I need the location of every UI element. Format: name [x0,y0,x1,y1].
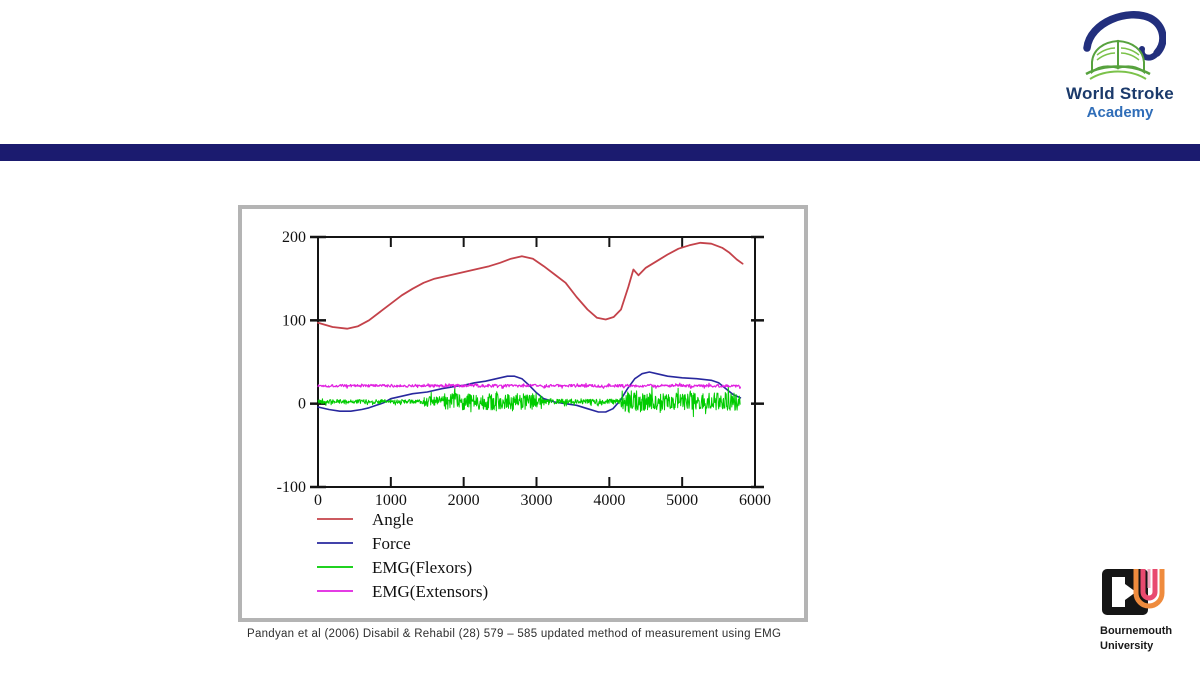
wsa-logo-title: World Stroke [1066,84,1174,103]
plot-frame [318,237,755,487]
x-tick-label: 5000 [666,492,699,509]
wsa-logo-subtitle: Academy [1086,104,1154,121]
bu-logo-mark [1100,566,1180,618]
wsa-logo-mark [1074,6,1166,86]
line-chart [242,209,804,618]
x-tick-label: 6000 [739,492,771,509]
x-tick-label: 1000 [374,492,407,509]
legend-label: Angle [372,510,414,529]
bu-logo-title-line1: Bournemouth [1100,625,1173,637]
header-divider-bar [0,144,1200,161]
legend-label: EMG(Extensors) [372,582,489,601]
y-tick-label: 200 [282,229,306,246]
chart-panel [238,205,808,622]
x-tick-label: 2000 [447,492,480,509]
citation-text: Pandyan et al (2006) Disabil & Rehabil (28) 579 – 585 updated method of measurement using EMG [247,628,782,640]
series-emg-extensors- [318,383,740,388]
series-force [318,372,740,412]
world-stroke-academy-logo [1048,6,1192,121]
x-tick-label: 0 [314,492,322,509]
series-angle [318,243,743,329]
bournemouth-university-logo [1100,566,1200,652]
legend-label: EMG(Flexors) [372,558,473,577]
y-tick-label: -100 [276,479,306,496]
legend-label: Force [372,534,411,553]
bu-logo-title-line2: University [1100,639,1154,652]
y-tick-label: 0 [298,395,306,413]
x-tick-label: 3000 [520,492,553,509]
y-tick-label: 100 [282,312,306,330]
x-tick-label: 4000 [593,492,626,509]
series-emg-flexors- [318,386,740,417]
